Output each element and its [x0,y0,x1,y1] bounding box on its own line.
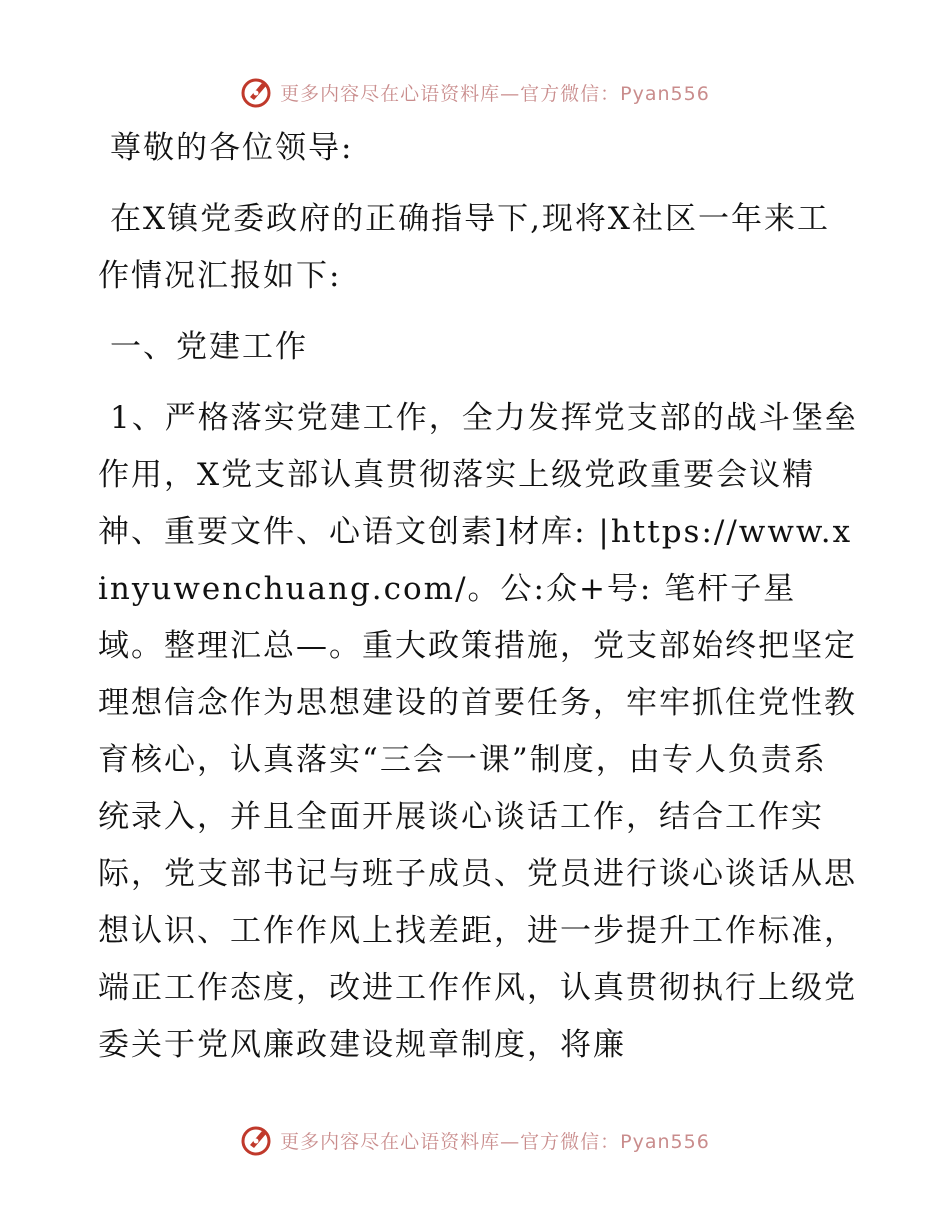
pen-nib-circle-icon [240,1123,274,1157]
header-banner [0,72,950,112]
header-banner-wechat-id: Pyan556 [620,82,710,105]
footer-banner-text [280,1127,710,1154]
header-banner-label: 更多内容尽在心语资料库—官方微信： [280,82,621,105]
footer-banner-label: 更多内容尽在心语资料库—官方微信： [280,1130,621,1153]
salutation: 尊敬的各位领导: [110,130,354,166]
footer-banner [0,1120,950,1160]
footer-banner-wechat-id: Pyan556 [620,1130,710,1153]
header-banner-text [280,79,710,106]
pen-nib-circle-icon [240,75,274,109]
section-heading: 一、党建工作 [110,329,308,365]
intro-paragraph: 在X镇党委政府的正确指导下,现将X社区一年来工作情况汇报如下: [98,201,830,294]
document-body [98,120,858,1088]
body-paragraph: 1、严格落实党建工作，全力发挥党支部的战斗堡垒作用，X党支部认真贯彻落实上级党政重要会议精神、重要文件、心语文创素]材库: |https://www.xinyuwenchuang.com/。公:众+号: 笔杆子星域。整理汇总—。重大政策措施，党支部始终把坚定理想信念作为思想建设的首要任务，牢牢抓住党性教育核心，认真落实“三会一课”制度，由专人负责系统录入，并且全面开展谈心谈话工作，结合工作实际，党支部书记与班子成员、党员进行谈心谈话从思想认识、工作作风上找差距，进一步提升工作标准，端正工作态度，改进工作作风，认真贯彻执行上级党委关于党风廉政建设规章制度，将廉 [98,400,858,1063]
